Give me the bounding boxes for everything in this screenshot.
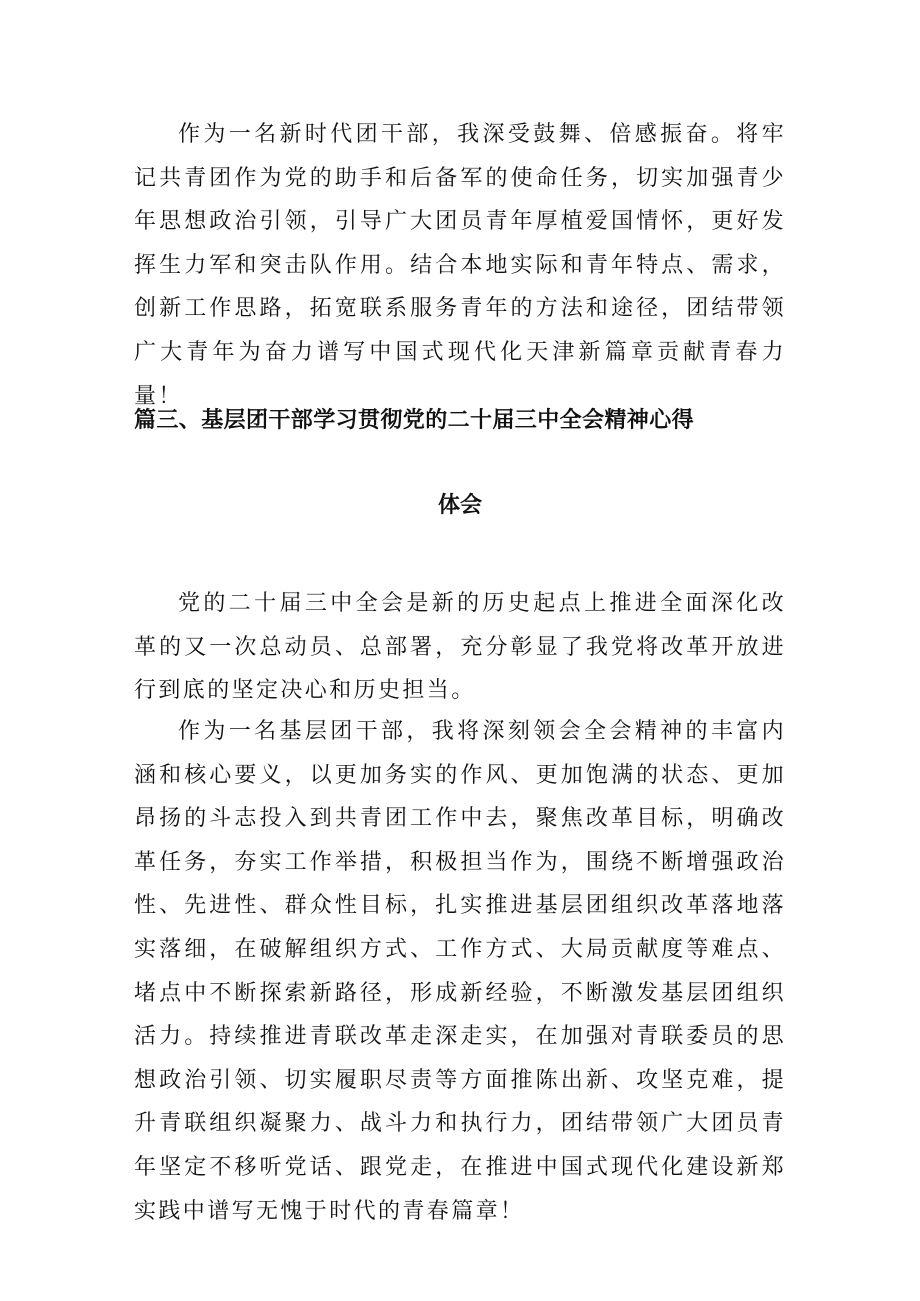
body-paragraph: 作为一名基层团干部，我将深刻领会全会精神的丰富内涵和核心要义，以更加务实的作风、更加饱满的状态、更加昂扬的斗志投入到共青团工作中去，聚焦改革目标，明确改革任务，夯实工作举措，积极担当作为，围绕不断增强政治性、先进性、群众性目标，扎实推进基层团组织改革落地落实落细，在破解组织方式、工作方式、大局贡献度等难点、堵点中不断探索新路径，形成新经验，不断激发基层团组织活力。持续推进青联改革走深走实，在加强对青联委员的思想政治引领、切实履职尽责等方面推陈出新、攻坚克难，提升青联组织凝聚力、战斗力和执行力，团结带领广大团员青年坚定不移听党话、跟党走，在推进中国式现代化建设新郑实践中谱写无愧于时代的青春篇章！ [134,719,786,1224]
section-title-continuation: 体会 [437,493,482,518]
body-paragraph: 党的二十届三中全会是新的历史起点上推进全面深化改革的又一次总动员、总部署，充分彰显了我党将改革开放进行到底的坚定决心和历史担当。 [134,591,786,704]
body-paragraph: 作为一名新时代团干部，我深受鼓舞、倍感振奋。将牢记共青团作为党的助手和后备军的使命任务，切实加强青少年思想政治引领，引导广大团员青年厚植爱国情怀，更好发挥生力军和突击队作用。结合本地实际和青年特点、需求，创新工作思路，拓宽联系服务青年的方法和途径，团结带领广大青年为奋力谱写中国式现代化天津新篇章贡献青春力量！ [134,122,786,409]
section-title: 篇三、基层团干部学习贯彻党的二十届三中全会精神心得 [134,408,695,433]
